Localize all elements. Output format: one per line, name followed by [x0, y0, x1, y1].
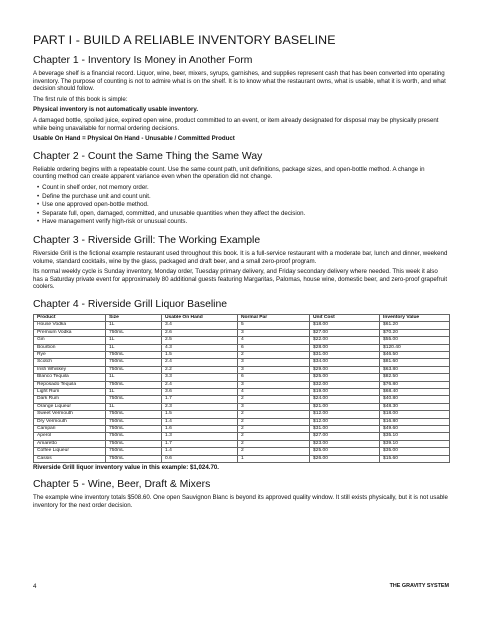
table-cell: $63.80: [380, 366, 450, 373]
table-cell: Dark Rum: [34, 396, 106, 403]
table-cell: $25.00: [310, 374, 380, 381]
table-row: [34, 337, 450, 344]
chapter-2-paragraph-1: Reliable ordering begins with a repeatable count. Use the same count path, unit definitions, package sizes, and open-bottle method. A change in counting method can create apparent variance even when the operation did not change.: [33, 165, 425, 181]
table-cell: $120.40: [380, 344, 450, 351]
table-cell: $12.00: [310, 418, 380, 425]
table-cell: $39.10: [380, 440, 450, 447]
table-cell: 3: [238, 381, 310, 388]
table-row: [34, 425, 450, 432]
table-cell: $23.00: [310, 440, 380, 447]
chapter-3-paragraph-1: Riverside Grill is the fictional example restaurant used throughout this book. It is a full-service restaurant with a moderate bar, lunch and dinner, weekend volume, standard cocktails, wine by the glass, packaged and draft beer, and a small zero-proof program.: [33, 249, 448, 265]
table-cell: 750mL: [106, 381, 162, 388]
bullet-item: • Use one approved open-bottle method.: [37, 201, 449, 210]
table-cell: $15.60: [380, 455, 450, 462]
chapter-1-formula: Usable On Hand = Physical On Hand - Unusable / Committed Product: [33, 135, 235, 143]
table-cell: 750mL: [106, 455, 162, 462]
table-row: [34, 366, 450, 373]
document-page: [33, 33, 449, 512]
table-cell: 3: [238, 366, 310, 373]
table-cell: 750mL: [106, 448, 162, 455]
table-cell: 750mL: [106, 418, 162, 425]
table-cell: 3.6: [162, 388, 238, 395]
table-cell: 3: [238, 403, 310, 410]
table-row: [34, 403, 450, 410]
table-cell: 750mL: [106, 440, 162, 447]
table-cell: $29.00: [310, 366, 380, 373]
chapter-1: [33, 55, 449, 143]
chapter-1-paragraph-3: A damaged bottle, spoiled juice, expired open wine, product committed to an event, or item already designated for disposal may be physically present while being unavailable for normal ordering decisions.: [33, 116, 439, 132]
part-title: PART I - BUILD A RELIABLE INVENTORY BASELINE: [33, 33, 336, 47]
chapter-1-paragraph-1: A beverage shelf is a financial record. Liquor, wine, beer, mixers, syrups, garnishes, and supplies represent cash that has been converted into operating inventory. The purpose of counting is not to admire what is on the shelf. It is to know what the restaurant owns, what is usable, what it is worth, and what decision should follow.: [33, 70, 446, 93]
table-cell: Light Rum: [34, 388, 106, 395]
table-row: [34, 433, 450, 440]
table-cell: $61.20: [380, 322, 450, 329]
bullet-item: • Have management verify high-risk or unusual counts.: [37, 218, 449, 227]
table-cell: $27.00: [310, 433, 380, 440]
table-cell: $49.60: [380, 425, 450, 432]
table-cell: 1.5: [162, 411, 238, 418]
table-cell: Amaretto: [34, 440, 106, 447]
table-row: [34, 448, 450, 455]
bullet-item: • Define the purchase unit and count unit.: [37, 193, 449, 202]
table-cell: $21.00: [310, 403, 380, 410]
chapter-2: [33, 151, 449, 227]
table-cell: 3.4: [162, 322, 238, 329]
table-cell: 2: [238, 425, 310, 432]
table-row: [34, 322, 450, 329]
table-cell: 750mL: [106, 366, 162, 373]
chapter-2-title: Chapter 2 - Count the Same Thing the Same Way: [33, 150, 263, 162]
table-cell: $26.00: [310, 455, 380, 462]
table-cell: $31.00: [310, 351, 380, 358]
chapter-3-paragraph-2: Its normal weekly cycle is Sunday inventory, Monday order, Tuesday primary delivery, and Friday secondary delivery where needed. This week it also has a Saturday private event for approximately 80 additional guests featuring Margaritas, Palomas, house wine, domestic beer, and zero-proof grapefruit coolers.: [33, 268, 448, 291]
table-cell: 1L: [106, 337, 162, 344]
table-cell: Bourbon: [34, 344, 106, 351]
table-cell: $12.00: [310, 411, 380, 418]
table-row: [34, 455, 450, 462]
table-row: [34, 374, 450, 381]
table-row: [34, 440, 450, 447]
table-cell: $22.00: [310, 337, 380, 344]
table-cell: 2: [238, 418, 310, 425]
table-cell: $27.00: [310, 329, 380, 336]
chapter-5: [33, 479, 449, 509]
table-cell: 1L: [106, 388, 162, 395]
table-cell: $25.00: [310, 448, 380, 455]
table-cell: $19.00: [310, 388, 380, 395]
table-cell: 1.7: [162, 396, 238, 403]
table-cell: 4.3: [162, 344, 238, 351]
table-cell: 2.6: [162, 329, 238, 336]
table-cell: 1.3: [162, 433, 238, 440]
table-cell: Rye: [34, 351, 106, 358]
table-cell: $18.00: [310, 322, 380, 329]
table-row: [34, 351, 450, 358]
table-cell: 2: [238, 433, 310, 440]
table-cell: $34.00: [310, 359, 380, 366]
table-cell: 2.3: [162, 403, 238, 410]
table-cell: 1.6: [162, 425, 238, 432]
table-cell: 5: [238, 322, 310, 329]
table-cell: 750mL: [106, 411, 162, 418]
table-row: [34, 396, 450, 403]
chapter-3-title: Chapter 3 - Riverside Grill: The Working Example: [33, 234, 261, 246]
bullet-item: • Count in shelf order, not memory order.: [37, 184, 449, 193]
table-cell: $18.00: [380, 411, 450, 418]
chapter-5-paragraph-1: The example wine inventory totals $508.60. One open Sauvignon Blanc is beyond its approved quality window. It still exists physically, but it is not usable inventory for the next order decision.: [33, 494, 448, 509]
table-cell: Irish Whiskey: [34, 366, 106, 373]
table-cell: 3: [238, 329, 310, 336]
column-header: Product: [34, 314, 106, 321]
chapter-2-bullet-list: [33, 184, 449, 227]
table-row: [34, 411, 450, 418]
table-cell: House Vodka: [34, 322, 106, 329]
table-cell: 2.2: [162, 366, 238, 373]
column-header: Usable On Hand: [162, 314, 238, 321]
table-cell: 1.4: [162, 448, 238, 455]
column-header: Unit Cost: [310, 314, 380, 321]
table-cell: 1.4: [162, 418, 238, 425]
page-number: 4: [33, 583, 37, 590]
table-cell: $16.80: [380, 418, 450, 425]
table-cell: $76.80: [380, 381, 450, 388]
table-cell: 750mL: [106, 359, 162, 366]
table-cell: $35.10: [380, 433, 450, 440]
table-cell: 750mL: [106, 351, 162, 358]
table-cell: 6: [238, 344, 310, 351]
table-cell: 750mL: [106, 425, 162, 432]
table-cell: 1: [238, 455, 310, 462]
bullet-item: • Separate full, open, damaged, committed, and unusable quantities when they affect the decision.: [37, 210, 449, 219]
table-header-row: [34, 314, 450, 321]
table-cell: Sweet Vermouth: [34, 411, 106, 418]
table-cell: 2: [238, 440, 310, 447]
chapter-1-paragraph-2: The first rule of this book is simple:: [33, 95, 128, 103]
chapter-1-rule: Physical inventory is not automatically usable inventory.: [33, 106, 199, 114]
table-cell: $35.00: [380, 448, 450, 455]
table-cell: 4: [238, 388, 310, 395]
chapter-5-title: Chapter 5 - Wine, Beer, Draft & Mixers: [33, 479, 211, 490]
table-cell: 2.4: [162, 359, 238, 366]
table-cell: Orange Liqueur: [34, 403, 106, 410]
table-cell: Scotch: [34, 359, 106, 366]
table-cell: 1L: [106, 374, 162, 381]
running-footer-title: THE GRAVITY SYSTEM: [389, 583, 449, 589]
table-cell: 1.5: [162, 351, 238, 358]
liquor-inventory-summary: Riverside Grill liquor inventory value in this example: $1,024.70.: [33, 464, 219, 471]
table-row: [34, 418, 450, 425]
table-cell: $48.30: [380, 403, 450, 410]
table-cell: 2: [238, 396, 310, 403]
table-cell: Blanco Tequila: [34, 374, 106, 381]
chapter-1-title: Chapter 1 - Inventory Is Money in Another Form: [33, 55, 253, 66]
table-cell: 6: [238, 374, 310, 381]
table-cell: 0.6: [162, 455, 238, 462]
table-cell: 750mL: [106, 396, 162, 403]
table-cell: 750mL: [106, 433, 162, 440]
table-row: [34, 359, 450, 366]
table-cell: $68.40: [380, 388, 450, 395]
table-body: [34, 322, 450, 463]
table-cell: Campari: [34, 425, 106, 432]
table-cell: $24.00: [310, 396, 380, 403]
column-header: Inventory Value: [380, 314, 450, 321]
table-cell: 2: [238, 448, 310, 455]
table-cell: 1L: [106, 403, 162, 410]
chapter-4-title: Chapter 4 - Riverside Grill Liquor Baseline: [33, 298, 228, 310]
table-cell: 2: [238, 411, 310, 418]
table-cell: $81.60: [380, 359, 450, 366]
table-cell: $55.00: [380, 337, 450, 344]
column-header: Size: [106, 314, 162, 321]
table-cell: $82.50: [380, 374, 450, 381]
table-cell: $31.00: [310, 425, 380, 432]
table-cell: 1L: [106, 322, 162, 329]
table-cell: Aperol: [34, 433, 106, 440]
liquor-inventory-table: [33, 314, 450, 463]
table-row: [34, 388, 450, 395]
table-cell: 2.5: [162, 337, 238, 344]
column-header: Normal Par: [238, 314, 310, 321]
table-cell: Premium Vodka: [34, 329, 106, 336]
table-cell: $28.00: [310, 344, 380, 351]
table-cell: 1.7: [162, 440, 238, 447]
table-cell: Reposado Tequila: [34, 381, 106, 388]
table-cell: Gin: [34, 337, 106, 344]
table-cell: $46.50: [380, 351, 450, 358]
table-cell: 2.4: [162, 381, 238, 388]
table-row: [34, 344, 450, 351]
table-cell: $40.80: [380, 396, 450, 403]
table-cell: 3: [238, 359, 310, 366]
table-cell: 1L: [106, 344, 162, 351]
table-cell: 4: [238, 337, 310, 344]
table-cell: 3.3: [162, 374, 238, 381]
table-cell: Coffee Liqueur: [34, 448, 106, 455]
table-cell: Dry Vermouth: [34, 418, 106, 425]
chapter-4: [33, 299, 449, 471]
table-row: [34, 381, 450, 388]
chapter-3: [33, 235, 449, 291]
table-cell: 750mL: [106, 329, 162, 336]
table-cell: 2: [238, 351, 310, 358]
table-row: [34, 329, 450, 336]
table-cell: $70.20: [380, 329, 450, 336]
table-cell: $32.00: [310, 381, 380, 388]
table-cell: Cassis: [34, 455, 106, 462]
